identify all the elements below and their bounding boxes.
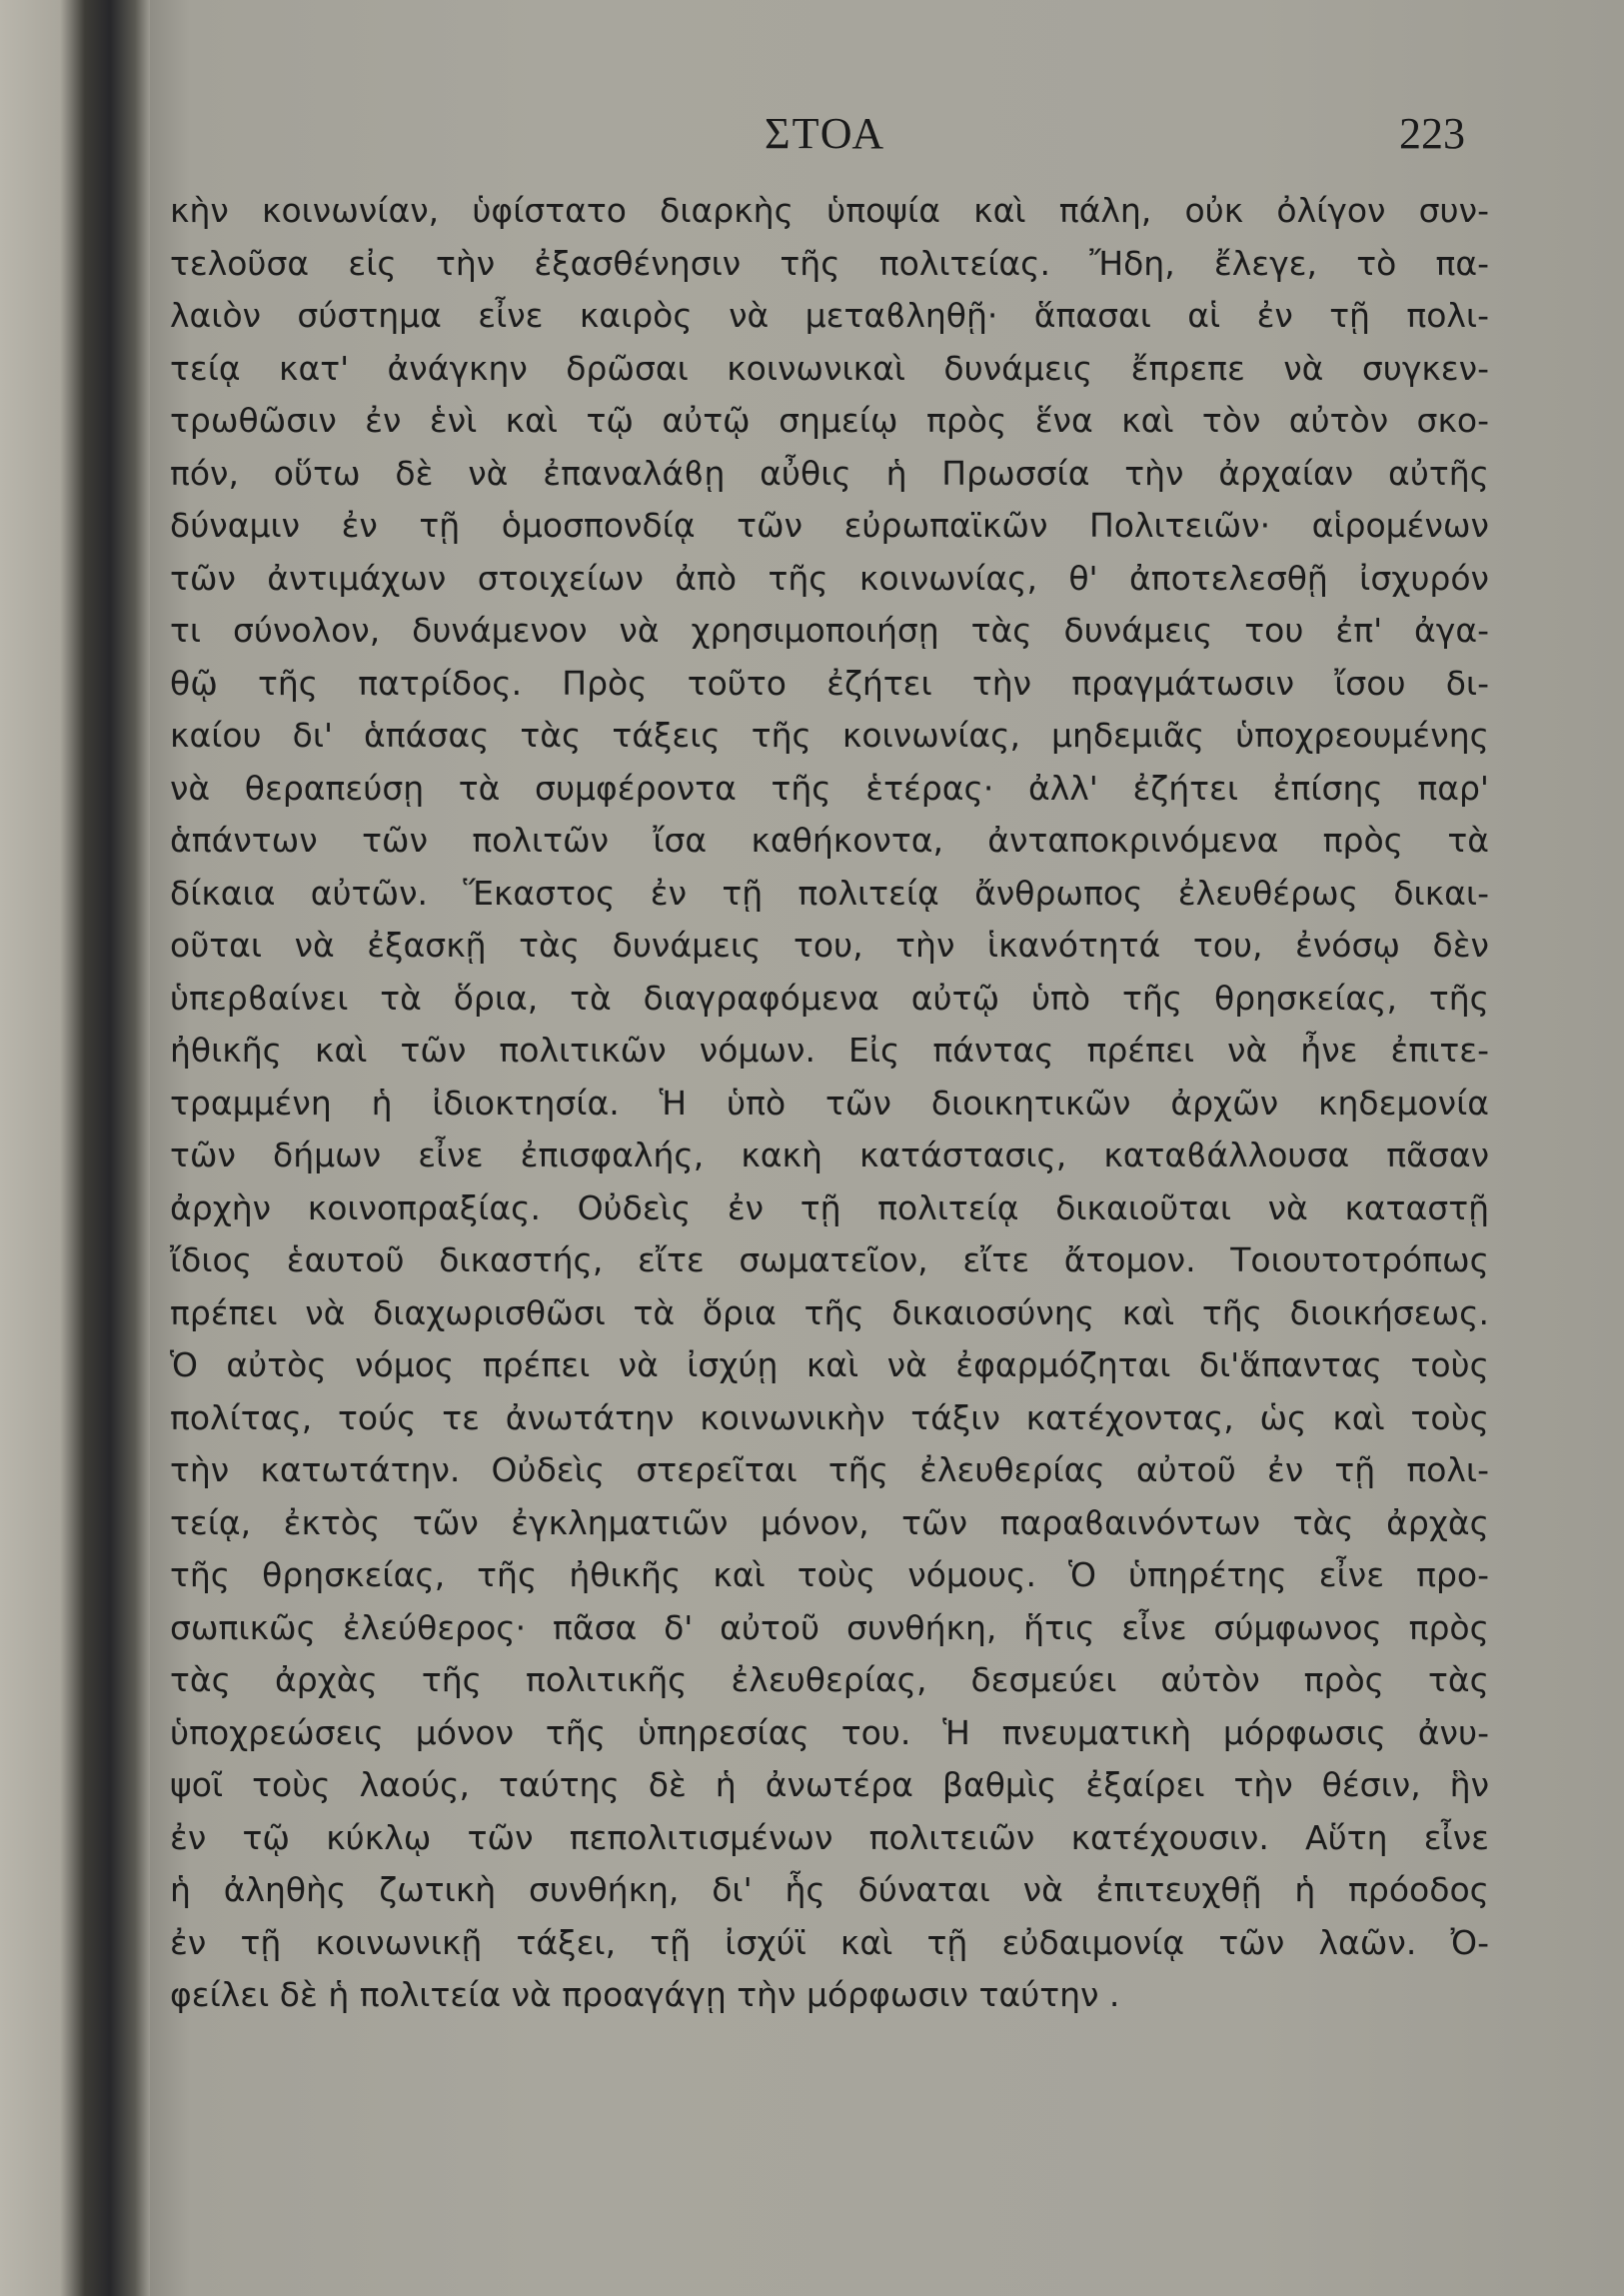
text-line: τελοῦσα εἰς τὴν ἐξασθένησιν τῆς πολιτείας. Ἤδη, ἔλεγε, τὸ πα- — [170, 243, 1489, 283]
text-line: ψοῖ τοὺς λαούς, ταύτης δὲ ἡ ἀνωτέρα βαθμὶς ἐξαίρει τὴν θέσιν, ἣν — [170, 1765, 1489, 1804]
text-line: ὑπερϐαίνει τὰ ὅρια, τὰ διαγραφόμενα αὐτῷ ὑπὸ τῆς θρησκείας, τῆς — [170, 978, 1489, 1018]
text-line: τρωθῶσιν ἐν ἑνὶ καὶ τῷ αὐτῷ σημείῳ πρὸς ἕνα καὶ τὸν αὐτὸν σκο- — [170, 401, 1489, 440]
running-head: ΣΤΟΑ — [765, 109, 886, 158]
text-line: τὰς ἀρχὰς τῆς πολιτικῆς ἐλευθερίας, δεσμεύει αὐτὸν πρὸς τὰς — [170, 1660, 1489, 1699]
page-number: 223 — [1399, 109, 1465, 158]
text-line: τῶν δήμων εἶνε ἐπισφαλής, κακὴ κατάστασις, καταϐάλλουσα πᾶσαν — [170, 1136, 1489, 1174]
text-line: σωπικῶς ἐλεύθερος· πᾶσα δ' αὐτοῦ συνθήκη, ἥτις εἶνε σύμφωνος πρὸς — [170, 1607, 1489, 1647]
text-line: τι σύνολον, δυνάμενον νὰ χρησιμοποιήσῃ τὰς δυνάμεις του ἐπ' ἀγα- — [170, 611, 1489, 650]
text-line: καίου δι' ἁπάσας τὰς τάξεις τῆς κοινωνίας, μηδεμιᾶς ὑποχρεουμένης — [170, 716, 1489, 755]
text-line: ἀρχὴν κοινοπραξίας. Οὐδεὶς ἐν τῇ πολιτείᾳ δικαιοῦται νὰ καταστῇ — [170, 1187, 1489, 1227]
text-line: δίκαια αὐτῶν. Ἕκαστος ἐν τῇ πολιτείᾳ ἄνθρωπος ἐλευθέρως δικαι- — [170, 873, 1489, 913]
text-line: πρέπει νὰ διαχωρισθῶσι τὰ ὅρια τῆς δικαιοσύνης καὶ τῆς διοικήσεως. — [170, 1292, 1489, 1332]
text-line: Ὁ αὐτὸς νόμος πρέπει νὰ ἰσχύῃ καὶ νὰ ἐφαρμόζηται δι'ἅπαντας τοὺς — [170, 1345, 1489, 1384]
text-line: ἐν τῷ κύκλῳ τῶν πεπολιτισμένων πολιτειῶν κατέχουσιν. Αὕτη εἶνε — [170, 1817, 1489, 1857]
text-line: οῦται νὰ ἐξασκῇ τὰς δυνάμεις του, τὴν ἱκανότητά του, ἐνόσῳ δὲν — [170, 926, 1489, 965]
text-line: κὴν κοινωνίαν, ὑφίστατο διαρκὴς ὑποψία καὶ πάλη, οὐκ ὀλίγον συν- — [170, 191, 1489, 230]
text-line: νὰ θεραπεύσῃ τὰ συμφέροντα τῆς ἑτέρας· ἀλλ' ἐζήτει ἐπίσης παρ' — [170, 768, 1489, 808]
book-page — [150, 0, 1624, 2296]
text-line: πόν, οὕτω δὲ νὰ ἐπαναλάϐῃ αὖθις ἡ Πρωσσία τὴν ἀρχαίαν αὐτῆς — [170, 453, 1489, 493]
text-line: ἠθικῆς καὶ τῶν πολιτικῶν νόμων. Εἰς πάντας πρέπει νὰ ἦνε ἐπιτε- — [170, 1031, 1489, 1070]
text-line: τείᾳ, ἐκτὸς τῶν ἐγκληματιῶν μόνον, τῶν παραϐαινόντων τὰς ἀρχὰς — [170, 1502, 1489, 1542]
book-gutter — [0, 0, 150, 2296]
text-line: τὴν κατωτάτην. Οὐδεὶς στερεῖται τῆς ἐλευθερίας αὐτοῦ ἐν τῇ πολι- — [170, 1450, 1489, 1489]
text-line: δύναμιν ἐν τῇ ὁμοσπονδίᾳ τῶν εὐρωπαϊκῶν Πολιτειῶν· αἱρομένων — [170, 506, 1489, 545]
text-line: τῶν ἀντιμάχων στοιχείων ἀπὸ τῆς κοινωνίας, θ' ἀποτελεσθῇ ἰσχυρόν — [170, 558, 1489, 598]
text-line: λαιὸν σύστημα εἶνε καιρὸς νὰ μεταϐληθῇ· ἅπασαι αἱ ἐν τῇ πολι- — [170, 296, 1489, 335]
text-line: τραμμένη ἡ ἰδιοκτησία. Ἡ ὑπὸ τῶν διοικητικῶν ἀρχῶν κηδεμονία — [170, 1083, 1489, 1123]
text-line: ἴδιος ἑαυτοῦ δικαστής, εἴτε σωματεῖον, εἴτε ἄτομον. Τοιουτοτρόπως — [170, 1240, 1489, 1279]
text-line: ἡ ἀληθὴς ζωτικὴ συνθήκη, δι' ἧς δύναται νὰ ἐπιτευχθῇ ἡ πρόοδος — [170, 1870, 1489, 1909]
text-line: ἐν τῇ κοινωνικῇ τάξει, τῇ ἰσχύϊ καὶ τῇ εὐδαιμονίᾳ τῶν λαῶν. Ὀ- — [170, 1922, 1489, 1962]
text-line: πολίτας, τούς τε ἀνωτάτην κοινωνικὴν τάξιν κατέχοντας, ὡς καὶ τοὺς — [170, 1397, 1489, 1437]
body-text — [170, 185, 1489, 2022]
text-line: τῆς θρησκείας, τῆς ἠθικῆς καὶ τοὺς νόμους. Ὁ ὑπηρέτης εἶνε προ- — [170, 1555, 1489, 1594]
text-line: φείλει δὲ ἡ πολιτεία νὰ προαγάγῃ τὴν μόρφωσιν ταύτην . — [170, 1975, 1120, 2014]
text-line: θῷ τῆς πατρίδος. Πρὸς τοῦτο ἐζήτει τὴν πραγμάτωσιν ἴσου δι- — [170, 663, 1489, 703]
text-line: ὑποχρεώσεις μόνον τῆς ὑπηρεσίας του. Ἡ πνευματικὴ μόρφωσις ἀνυ- — [170, 1712, 1489, 1752]
page-header — [150, 108, 1624, 178]
text-line: ἁπάντων τῶν πολιτῶν ἴσα καθήκοντα, ἀνταποκρινόμενα πρὸς τὰ — [170, 821, 1489, 860]
text-line: τείᾳ κατ' ἀνάγκην δρῶσαι κοινωνικαὶ δυνάμεις ἔπρεπε νὰ συγκεν- — [170, 348, 1489, 388]
